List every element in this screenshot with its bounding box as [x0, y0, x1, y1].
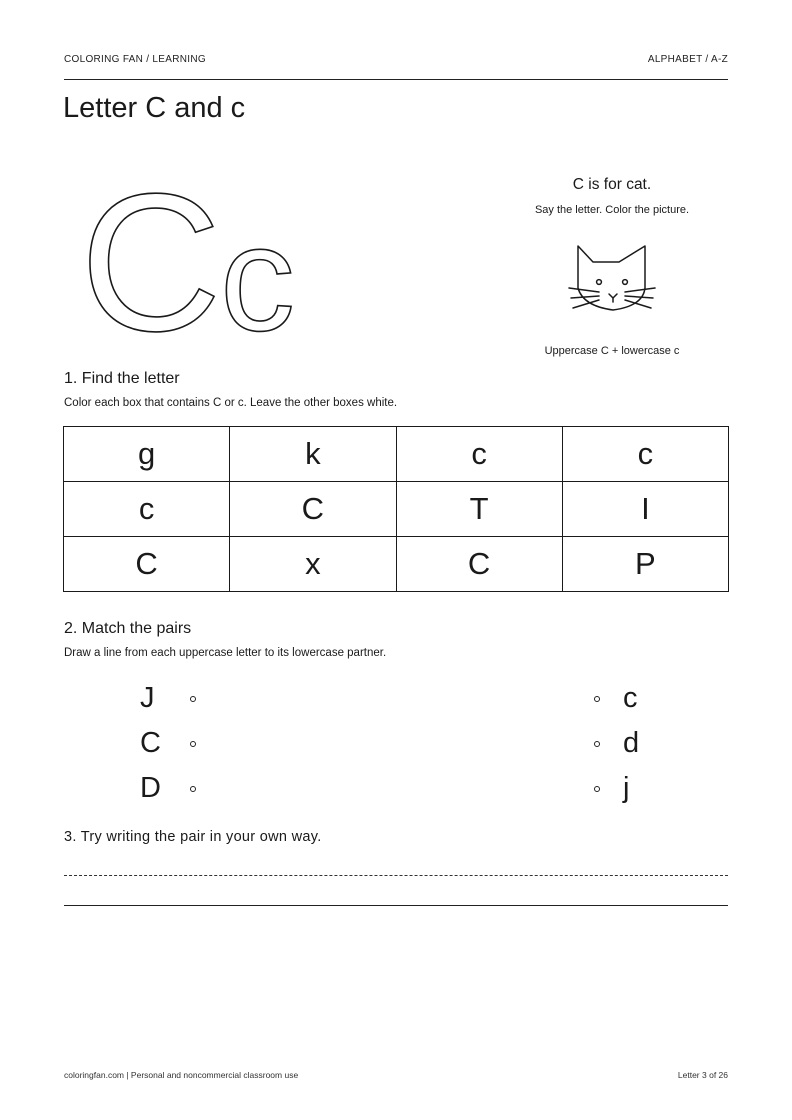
- big-letter-outlines: [74, 150, 344, 355]
- header-category-label: ALPHABET / A-Z: [647, 54, 728, 65]
- section1-title: 1. Find the letter: [64, 370, 180, 387]
- grid-cell[interactable]: C: [396, 537, 562, 592]
- lowercase-letter: d: [623, 727, 640, 759]
- footer-copyright: coloringfan.com | Personal and noncommercial classroom use: [64, 1070, 299, 1080]
- left-connector-dot[interactable]: [190, 786, 196, 792]
- big-lowercase-letter: c: [220, 194, 295, 350]
- uppercase-letter: J: [140, 682, 155, 714]
- left-connector-dot[interactable]: [190, 741, 196, 747]
- section3-title: 3. Try writing the pair in your own way.: [64, 829, 322, 845]
- uppercase-letter: C: [140, 727, 161, 759]
- writing-guide-dashed-line: [64, 875, 728, 876]
- big-uppercase-letter: C: [80, 153, 222, 350]
- grid-row: [64, 427, 729, 482]
- grid-cell[interactable]: T: [396, 482, 562, 537]
- grid-cell[interactable]: x: [230, 537, 396, 592]
- right-connector-dot[interactable]: [594, 741, 600, 747]
- right-connector-dot[interactable]: [594, 786, 600, 792]
- header-site-label: COLORING FAN / LEARNING: [64, 54, 206, 65]
- picture-heading: C is for cat.: [572, 176, 652, 193]
- writing-baseline[interactable]: [64, 905, 728, 906]
- uppercase-letter: D: [140, 772, 161, 804]
- picture-instruction: Say the letter. Color the picture.: [534, 204, 690, 216]
- section1-description: Color each box that contains C or c. Leave the other boxes white.: [64, 397, 398, 409]
- letter-grid: [63, 426, 729, 592]
- grid-cell[interactable]: g: [64, 427, 230, 482]
- grid-row: [64, 537, 729, 592]
- page-title: Letter C and c: [63, 92, 246, 124]
- grid-cell[interactable]: I: [562, 482, 728, 537]
- grid-cell[interactable]: C: [64, 537, 230, 592]
- grid-cell[interactable]: k: [230, 427, 396, 482]
- grid-row: [64, 482, 729, 537]
- match-pairs-area: [0, 680, 792, 820]
- header-divider: [64, 79, 728, 80]
- cat-face-icon: [565, 240, 661, 321]
- grid-cell[interactable]: c: [396, 427, 562, 482]
- lowercase-letter: j: [623, 772, 630, 804]
- right-connector-dot[interactable]: [594, 696, 600, 702]
- grid-cell[interactable]: c: [64, 482, 230, 537]
- section2-description: Draw a line from each uppercase letter to its lowercase partner.: [64, 647, 387, 659]
- grid-cell[interactable]: P: [562, 537, 728, 592]
- picture-caption: Uppercase C + lowercase c: [544, 345, 680, 357]
- lowercase-letter: c: [623, 682, 638, 714]
- section2-title: 2. Match the pairs: [64, 620, 192, 637]
- grid-cell[interactable]: C: [230, 482, 396, 537]
- grid-cell[interactable]: c: [562, 427, 728, 482]
- left-connector-dot[interactable]: [190, 696, 196, 702]
- footer-page-number: Letter 3 of 26: [677, 1070, 728, 1080]
